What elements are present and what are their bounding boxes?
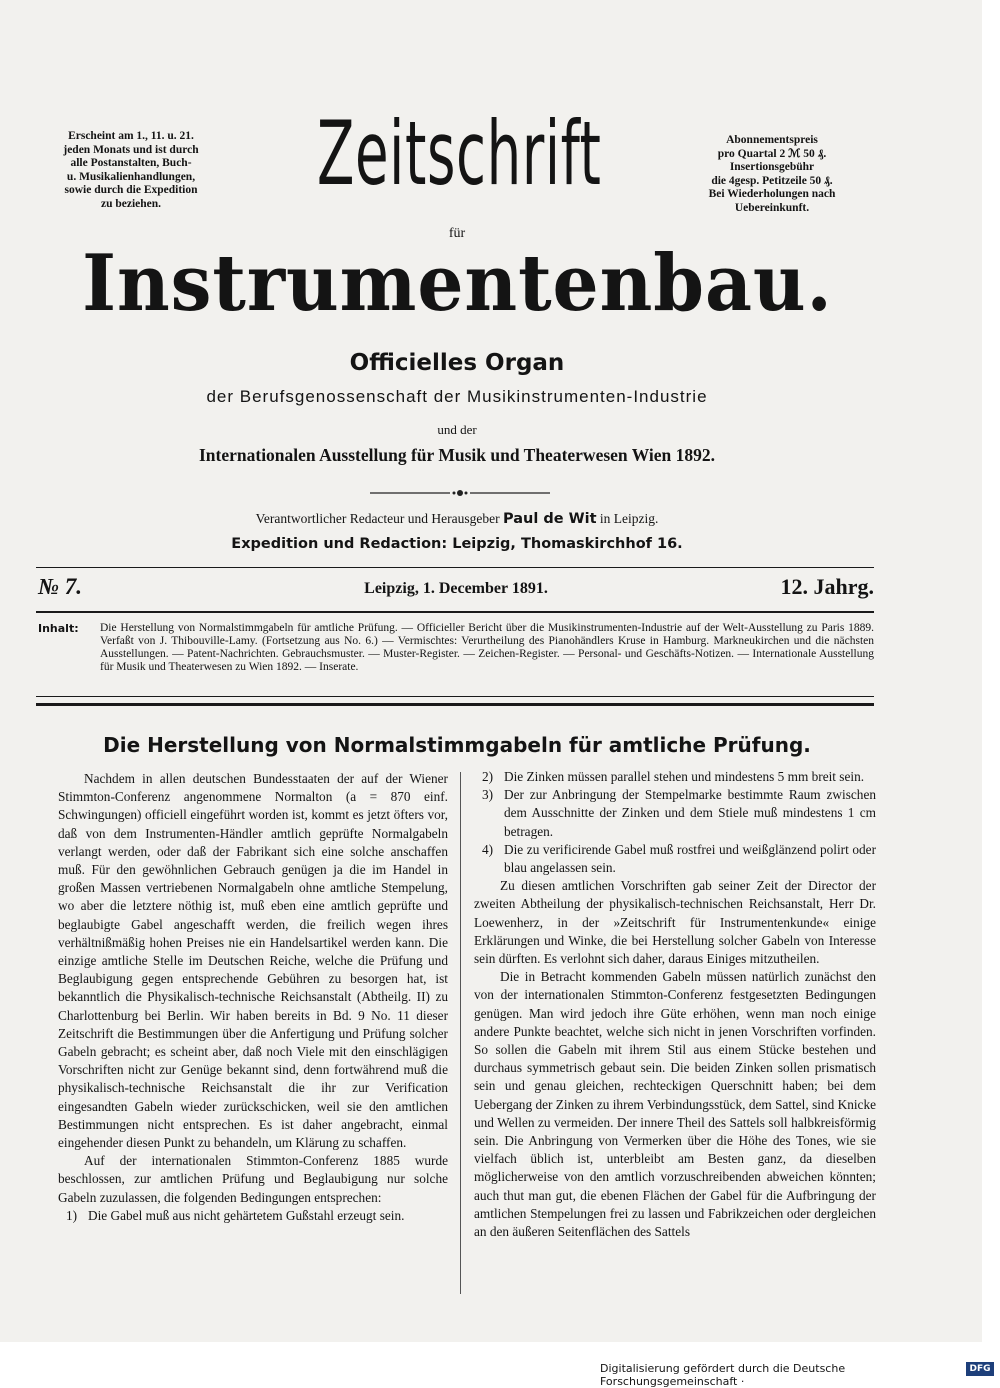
issue-rule	[36, 611, 874, 613]
notice-line: u. Musikalienhandlungen,	[66, 170, 196, 183]
subtitle-association: der Berufsgenossenschaft der Musikinstrumenten-Industrie	[206, 387, 708, 406]
ornament-divider	[370, 488, 550, 498]
issue-date: Leipzig, 1. December 1891.	[364, 580, 548, 597]
address-line: Expedition und Redaction: Leipzig, Thomaskirchhof 16.	[231, 536, 683, 552]
issue-number: № 7.	[38, 574, 83, 599]
editor-line	[0, 511, 914, 527]
list-text: Die Zinken müssen parallel stehen und mindestens 5 mm breit sein.	[504, 769, 865, 784]
notice-line: Abonnementspreis	[726, 134, 818, 146]
notice-line: Bei Wiederholungen nach	[708, 188, 836, 200]
column-divider	[460, 772, 461, 1294]
issue-year: 12. Jahrg.	[780, 574, 874, 599]
list-item	[474, 768, 876, 786]
notice-line: alle Postanstalten, Buch-	[70, 157, 192, 169]
toc-text: Die Herstellung von Normalstimmgabeln für amtliche Prüfung. — Officieller Bericht über die Musikinstrumenten-Industrie auf der Welt-Ausstellung zu Paris 1889. Verfaßt von J. Thibouville-Lamy. (Fortsetzung aus No. 6.) — Vermischtes: Verurtheilung des Pianohändlers Kruse in Hamburg. Markneukirchen und die nächsten Ausstellungen. — Patent-Nachrichten. Gebrauchsmuster. — Muster-Register. — Zeichen-Register. — Personal- und Geschäfts-Notizen. — Internationale Ausstellung für Musik und Theaterwesen zu Wien 1892. — Inserate.	[100, 622, 874, 673]
subtitle-exhibition: Internationalen Ausstellung für Musik und Theaterwesen Wien 1892.	[198, 445, 715, 465]
editor-name: Paul de Wit	[503, 511, 597, 527]
toc-rule-top	[36, 696, 874, 697]
toc-rule-bottom	[36, 703, 874, 706]
article-column-right	[474, 768, 876, 1241]
paragraph: Zu diesen amtlichen Vorschriften gab seiner Zeit der Director der zweiten Abtheilung der physikalisch-technischen Reichsanstalt, Herr Dr. Loewenherz, in der »Zeitschrift für Instrumentenkunde« einige Erklärungen und Winke, die bei Herstellung solcher Gabeln von Interesse sein dürften. Es verlohnt sich daher, daraus Einiges mitzutheilen.	[474, 878, 876, 967]
toc-label: Inhalt:	[38, 622, 79, 635]
masthead-title: Zeitschrift	[316, 102, 602, 205]
list-number: 3)	[482, 787, 494, 803]
list-item	[474, 841, 876, 877]
article-title: Die Herstellung von Normalstimmgabeln für amtliche Prüfung.	[103, 733, 811, 757]
subtitle-organ: Officielles Organ	[349, 350, 565, 376]
masthead-fuer: für	[448, 226, 466, 241]
editor-prefix: Verantwortlicher Redacteur und Herausgeber	[255, 511, 500, 526]
footer-credit: Digitalisierung gefördert durch die Deutsche Forschungsgemeinschaft ·	[600, 1362, 846, 1388]
article-column-left	[58, 770, 448, 1225]
list-item	[474, 786, 876, 841]
editor-suffix: in Leipzig.	[599, 511, 659, 526]
top-rule	[36, 567, 874, 568]
list-number: 2)	[482, 769, 494, 784]
issue-row	[38, 574, 874, 604]
paragraph: Die in Betracht kommenden Gabeln müssen natürlich zunächst den von der internationalen Stimmton-Conferenz festgesetzten Bedingungen genügen. Man wird jedoch ihre Güte erhöhen, wenn man noch einige andere Punkte beachtet, welche sich nicht in jenen Vorschriften vorfinden. So sollen die Gabeln mit ihrem Stil aus einem Stücke bestehen und durchaus symmetrisch gebaut sein. Die beiden Zinken sollen prismatisch sein und genau gleichen, rechteckigen Querschnitt haben; bei dem Uebergang der Zinken zu ihrem Verbindungsstück, dem Sattel, sind Knicke und Wellen zu vermeiden. Der innere Theil des Sattels soll halbkreisförmig sein. Die Anbringung von Vermerken über die Höhe des Tones, wie sie vielfach üblich ist, unterbleibt am Besten ganz, da dieselben möglicherweise von den amtlich vorzuschreibenden abweichen könnten; auch thut man gut, die ebenen Flächen der Gabel für die Aufbringung der amtlichen Stempelungen frei zu lassen und Fabrikzeichen oder dergleichen an den äußeren Seitenflächen des Sattels	[474, 969, 876, 1240]
paragraph: Auf der internationalen Stimmton-Conferenz 1885 wurde beschlossen, zur amtlichen Prüfung und Beglaubigung nur solche Gabeln zuzulassen, die folgenden Bedingungen entsprechen:	[58, 1153, 448, 1205]
notice-line: jeden Monats und ist durch	[63, 143, 199, 156]
notice-line: Uebereinkunft.	[734, 201, 810, 214]
page-margin	[982, 0, 1000, 1342]
list-text: Die zu verificirende Gabel muß rostfrei und weißglänzend polirt oder blau angelassen sein.	[504, 841, 876, 876]
notice-line: zu beziehen.	[100, 197, 162, 210]
notice-line: Insertionsgebühr	[729, 161, 815, 173]
notice-line: sowie durch die Expedition	[64, 184, 198, 196]
notice-line: pro Quartal 2 ℳ 50 ₰.	[717, 147, 827, 160]
masthead-title-main: Instrumentenbau.	[82, 238, 833, 329]
dfg-logo: DFG	[966, 1362, 994, 1376]
list-item	[58, 1207, 448, 1225]
list-number: 1)	[66, 1207, 78, 1223]
list-number: 4)	[482, 841, 494, 857]
notice-line: Erscheint am 1., 11. u. 21.	[68, 130, 194, 142]
notice-line: die 4gesp. Petitzeile 50 ₰.	[711, 174, 833, 187]
paragraph: Nachdem in allen deutschen Bundesstaaten der auf der Wiener Stimmton-Conferenz angenommene Normalton (a = 870 einf. Schwingungen) officiell eingeführt worden ist, kommt es jetzt öfters vor, daß von dem Instrumenten-Händler amtlich geprüfte Normalgabeln verlangt werden, oder daß der Fabrikant sich eine solche anschaffen muß. Für den gewöhnlichen Gebrauch genügen ja die im Handel in großen Massen vertriebenen Normalgabeln ohne amtliche Stempelung, wo aber die letztere nöthig ist, muß eben eine amtlich geprüfte und beglaubigte Gabel angeschafft werden, die freilich wegen ihres verhältnißmäßig hohen Preises nie ein Handelsartikel werden kann. Die einzige amtliche Stelle im Deutschen Reiche, welche die Prüfung und Beglaubigung gegen entsprechende Gebühren zu besorgen hat, ist bekanntlich die Physikalisch-technische Reichsanstalt (Abtheilg. II) zu Charlottenburg bei Berlin. Wir haben bereits in Bd. 9 No. 11 dieser Zeitschrift die Bestimmungen über die Anfertigung und Prüfung solcher Gabeln gebracht; es scheint aber, daß noch Viele mit den einschlägigen Vorschriften nicht zur Genüge bekannt sind, denn fortwährend muß die physikalisch-technische Reichsanstalt die ihr zur Verification eingesandten Gabeln wieder zurückschicken, weil sie den amtlichen Bestimmungen nicht entsprechen. Es ist daher angebracht, einmal eingehender diesen Punkt zu behandeln, um Klärung zu schaffen.	[58, 771, 448, 1151]
list-text: Der zur Anbringung der Stempelmarke bestimmte Raum zwischen dem Ausschnitte der Zinken und dem Stiele muß mindestens 1 cm betragen.	[504, 787, 876, 839]
subtitle-und: und der	[437, 422, 477, 437]
list-text: Die Gabel muß aus nicht gehärtetem Gußstahl erzeugt sein.	[88, 1207, 405, 1223]
